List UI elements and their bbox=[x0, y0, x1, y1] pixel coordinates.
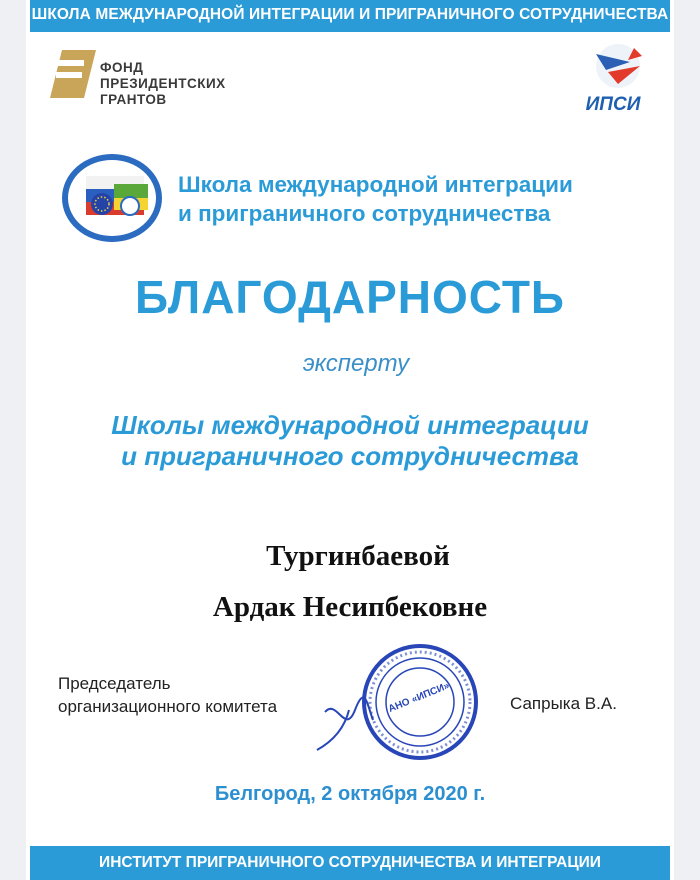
school-genitive-line: и приграничного сотрудничества bbox=[121, 441, 579, 471]
school-name-line: Школа международной интеграции bbox=[178, 172, 573, 197]
fund-logo-line: ФОНД bbox=[100, 60, 144, 75]
fund-logo bbox=[40, 40, 300, 120]
recipient-given-names: Ардак Несипбековне bbox=[212, 591, 488, 623]
stamp-text: АНО «ИПСИ» bbox=[386, 680, 452, 715]
official-stamp bbox=[315, 640, 485, 770]
place-date: Белгород, 2 октября 2020 г. bbox=[214, 783, 486, 805]
header-band: ШКОЛА МЕЖДУНАРОДНОЙ ИНТЕГРАЦИИ И ПРИГРАНИЧНОГО СОТРУДНИЧЕСТВА bbox=[30, 0, 670, 32]
school-name-line: и приграничного сотрудничества bbox=[178, 201, 551, 226]
school-genitive-line: Школы международной интеграции bbox=[111, 410, 589, 440]
ipsi-logo-text: ИПСИ bbox=[585, 94, 641, 115]
certificate-title: БЛАГОДАРНОСТЬ bbox=[135, 271, 565, 323]
certificate-subtitle: эксперту bbox=[302, 350, 410, 377]
signer-position bbox=[58, 672, 277, 718]
ipsi-logo-icon bbox=[578, 40, 658, 96]
signer-name: Сапрыка В.А. bbox=[510, 694, 617, 713]
fund-logo-line: ГРАНТОВ bbox=[100, 92, 167, 107]
fund-logo-text bbox=[100, 60, 226, 108]
ipsi-logo bbox=[570, 40, 660, 120]
fund-logo-line: ПРЕЗИДЕНТСКИХ bbox=[100, 76, 226, 91]
recipient-surname: Тургинбаевой bbox=[266, 540, 450, 572]
fund-logo-icon bbox=[40, 44, 96, 100]
footer-band: ИНСТИТУТ ПРИГРАНИЧНОГО СОТРУДНИЧЕСТВА И ИНТЕГРАЦИИ bbox=[30, 846, 670, 880]
school-name bbox=[178, 170, 573, 228]
school-genitive bbox=[0, 410, 700, 472]
signer-position-line: организационного комитета bbox=[58, 697, 278, 716]
signer-position-line: Председатель bbox=[58, 674, 171, 693]
school-emblem-icon bbox=[58, 148, 170, 248]
